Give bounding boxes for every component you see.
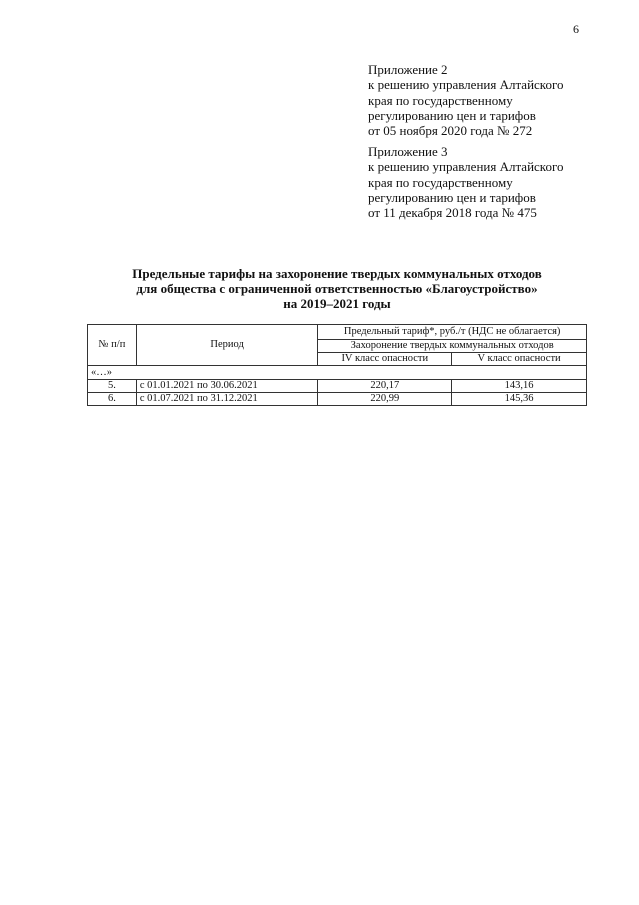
header-subgroup: Захоронение твердых коммунальных отходов — [318, 340, 587, 353]
title-line: Предельные тарифы на захоронение твердых коммунальных отходов — [132, 266, 542, 281]
appendix-3-header — [368, 144, 563, 220]
table-header-row — [88, 325, 587, 340]
tariff-table — [87, 324, 587, 406]
cell-num: 6. — [88, 393, 137, 406]
table-row-ellipsis — [88, 366, 587, 380]
document-title — [87, 266, 587, 311]
header-period: Период — [136, 325, 318, 366]
cell-class5: 143,16 — [452, 380, 587, 393]
appendix-2-header — [368, 62, 563, 138]
cell-class4: 220,17 — [318, 380, 452, 393]
appendix-line: края по государственному — [368, 92, 513, 108]
title-line: на 2019–2021 годы — [283, 296, 391, 311]
appendix-line: к решению управления Алтайского — [368, 159, 564, 175]
appendix-line: к решению управления Алтайского — [368, 77, 564, 93]
ellipsis-cell: «…» — [88, 366, 587, 380]
table-row — [88, 380, 587, 393]
header-num: № п/п — [88, 325, 137, 366]
header-class5: V класс опасности — [452, 353, 587, 366]
cell-num: 5. — [88, 380, 137, 393]
header-tariff: Предельный тариф*, руб./т (НДС не облагается) — [318, 325, 587, 340]
appendix-line: от 11 декабря 2018 года № 475 — [368, 205, 537, 221]
page-number: 6 — [573, 22, 579, 36]
cell-period: с 01.07.2021 по 31.12.2021 — [136, 393, 318, 406]
header-class4: IV класс опасности — [318, 353, 452, 366]
appendix-line: регулированию цен и тарифов — [368, 189, 536, 205]
appendix-line: Приложение 3 — [368, 144, 448, 159]
table-row — [88, 393, 587, 406]
cell-period: с 01.01.2021 по 30.06.2021 — [136, 380, 318, 393]
title-line: для общества с ограниченной ответственностью «Благоустройство» — [136, 281, 538, 296]
cell-class5: 145,36 — [452, 393, 587, 406]
appendix-line: от 05 ноября 2020 года № 272 — [368, 123, 533, 139]
appendix-line: Приложение 2 — [368, 62, 448, 77]
appendix-line: регулированию цен и тарифов — [368, 107, 536, 123]
cell-class4: 220,99 — [318, 393, 452, 406]
appendix-line: края по государственному — [368, 174, 513, 190]
